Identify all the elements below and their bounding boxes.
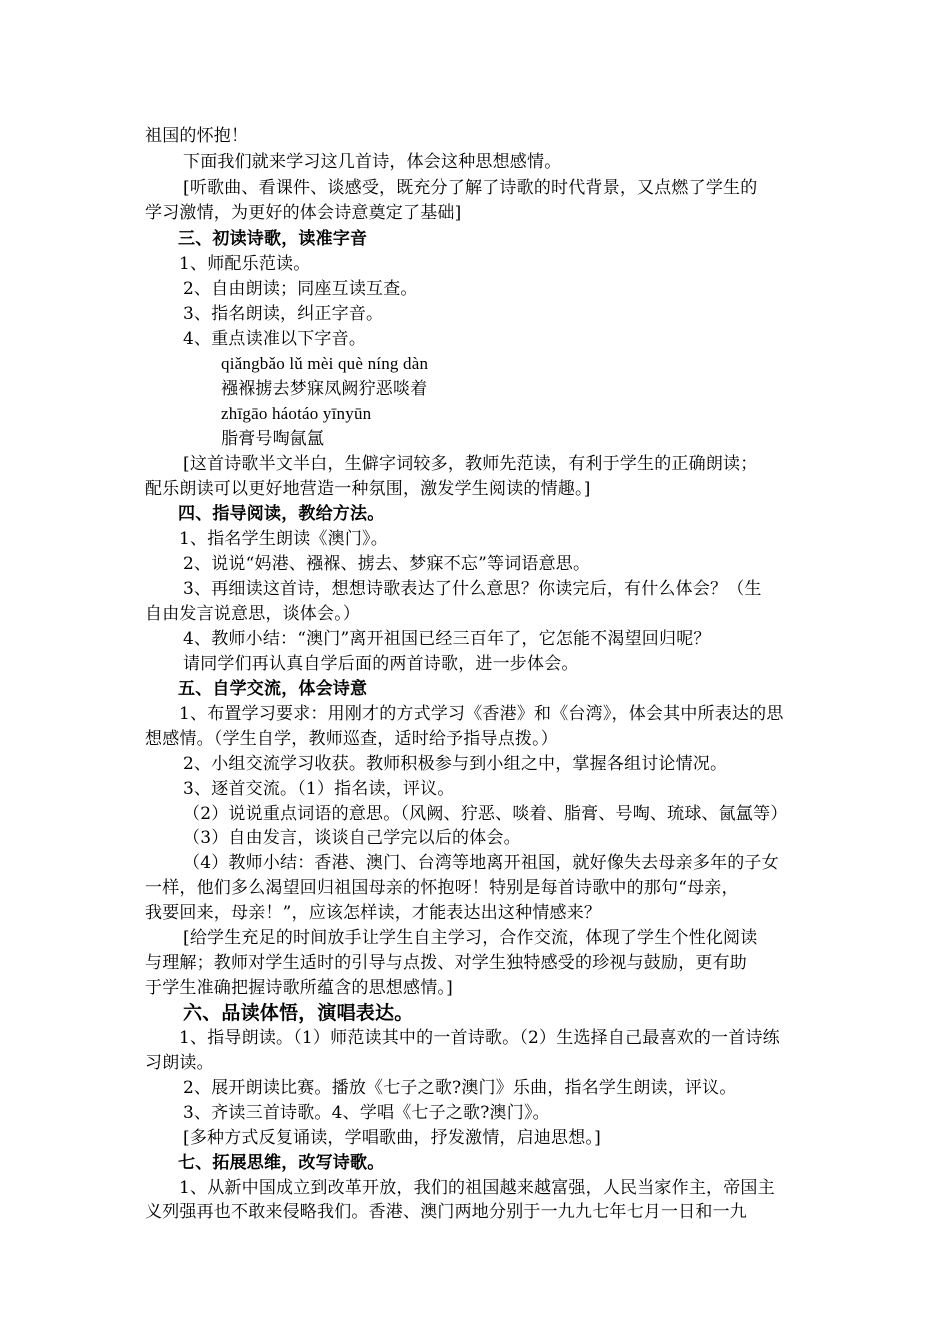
list-item: 3、再细读这首诗，想想诗歌表达了什么意思？你读完后，有什么体会？（生 — [183, 579, 762, 599]
editor-note: [听歌曲、看课件、谈感受，既充分了解了诗歌的时代背景，又点燃了学生的 — [183, 178, 758, 198]
text-line: 祖国的怀抱！ — [145, 126, 249, 146]
list-item: 一样，他们多么渴望回归祖国母亲的怀抱呀！特别是每首诗歌中的那句“母亲， — [145, 878, 739, 898]
list-item: 4、教师小结：“澳门”离开祖国已经三百年了，它怎能不渴望回归呢？ — [183, 629, 711, 649]
list-item: 1、指导朗读。（1）师范读其中的一首诗歌。（2）生选择自己最喜欢的一首诗练 — [179, 1028, 780, 1048]
list-item: 我要回来，母亲！”，应该怎样读，才能表达出这种情感来？ — [145, 903, 602, 923]
list-item: 自由发言说意思，谈体会。） — [145, 604, 361, 624]
list-item: （4）教师小结：香港、澳门、台湾等地离开祖国，就好像失去母亲多年的子女 — [183, 853, 779, 873]
section-heading: 六、品读体悟，演唱表达。 — [183, 1002, 414, 1024]
list-item: 3、指名朗读，纠正字音。 — [183, 304, 384, 324]
pinyin-line: qiǎngbǎo lǔ mèi què níng dàn — [221, 354, 429, 373]
editor-note: 配乐朗读可以更好地营造一种氛围，激发学生阅读的情趣。] — [145, 479, 591, 499]
section-heading: 三、初读诗歌，读准字音 — [178, 229, 368, 249]
list-item: 2、说说“妈港、襁褓、掳去、梦寐不忘”等词语意思。 — [183, 554, 591, 574]
editor-note: 于学生准确把握诗歌所蕴含的思想感情。] — [145, 978, 453, 998]
list-item: 想感情。（学生自学，教师巡查，适时给予指导点拨。） — [145, 729, 558, 749]
list-item: 4、重点读准以下字音。 — [183, 329, 367, 349]
list-item: 3、齐读三首诗歌。4、学唱《七子之歌?澳门》。 — [183, 1103, 550, 1123]
list-item: 1、指名学生朗读《澳门》。 — [179, 529, 388, 549]
list-item: 2、自由朗读；同座互读互查。 — [183, 279, 418, 299]
section-heading: 五、自学交流，体会诗意 — [178, 679, 368, 699]
list-item: 2、小组交流学习收获。教师积极参与到小组之中，掌握各组讨论情况。 — [183, 754, 728, 774]
list-item: 习朗读。 — [145, 1053, 214, 1073]
list-item: 3、逐首交流。（1）指名读，评议。 — [183, 779, 455, 799]
characters-line: 脂膏号啕氤氲 — [221, 429, 325, 449]
editor-note: [多种方式反复诵读，学唱歌曲，抒发激情，启迪思想。] — [183, 1128, 601, 1148]
characters-line: 襁褓掳去梦寐凤阙狞恶啖着 — [221, 379, 428, 399]
editor-note: [给学生充足的时间放手让学生自主学习，合作交流，体现了学生个性化阅读 — [183, 928, 758, 948]
list-item: 1、师配乐范读。 — [179, 254, 311, 274]
editor-note: 学习激情，为更好的体会诗意奠定了基础] — [145, 203, 462, 223]
list-item: 1、布置学习要求：用刚才的方式学习《香港》和《台湾》，体会其中所表达的思 — [179, 704, 784, 724]
editor-note: [这首诗歌半文半白，生僻字词较多，教师先范读，有利于学生的正确朗读； — [183, 454, 758, 474]
list-item: （3）自由发言，谈谈自己学完以后的体会。 — [183, 828, 521, 848]
list-item: 1、从新中国成立到改革开放，我们的祖国越来越富强，人民当家作主，帝国主 — [179, 1178, 775, 1198]
list-item: 义列强再也不敢来侵略我们。香港、澳门两地分别于一九九七年七月一日和一九 — [145, 1202, 747, 1222]
list-item: （2）说说重点词语的意思。（风阙、狞恶、啖着、脂膏、号啕、琉球、氤氲等） — [183, 804, 788, 824]
pinyin-line: zhīgāo háotáo yīnyūn — [221, 404, 372, 423]
editor-note: 与理解；教师对学生适时的引导与点拨、对学生独特感受的珍视与鼓励，更有助 — [145, 953, 747, 973]
section-heading: 七、拓展思维，改写诗歌。 — [178, 1153, 385, 1173]
list-item: 2、展开朗读比赛。播放《七子之歌?澳门》乐曲，指名学生朗读，评议。 — [183, 1078, 737, 1098]
section-heading: 四、指导阅读，教给方法。 — [178, 504, 385, 524]
text-line: 下面我们就来学习这几首诗，体会这种思想感情。 — [183, 152, 562, 172]
text-line: 请同学们再认真自学后面的两首诗歌，进一步体会。 — [183, 654, 579, 674]
